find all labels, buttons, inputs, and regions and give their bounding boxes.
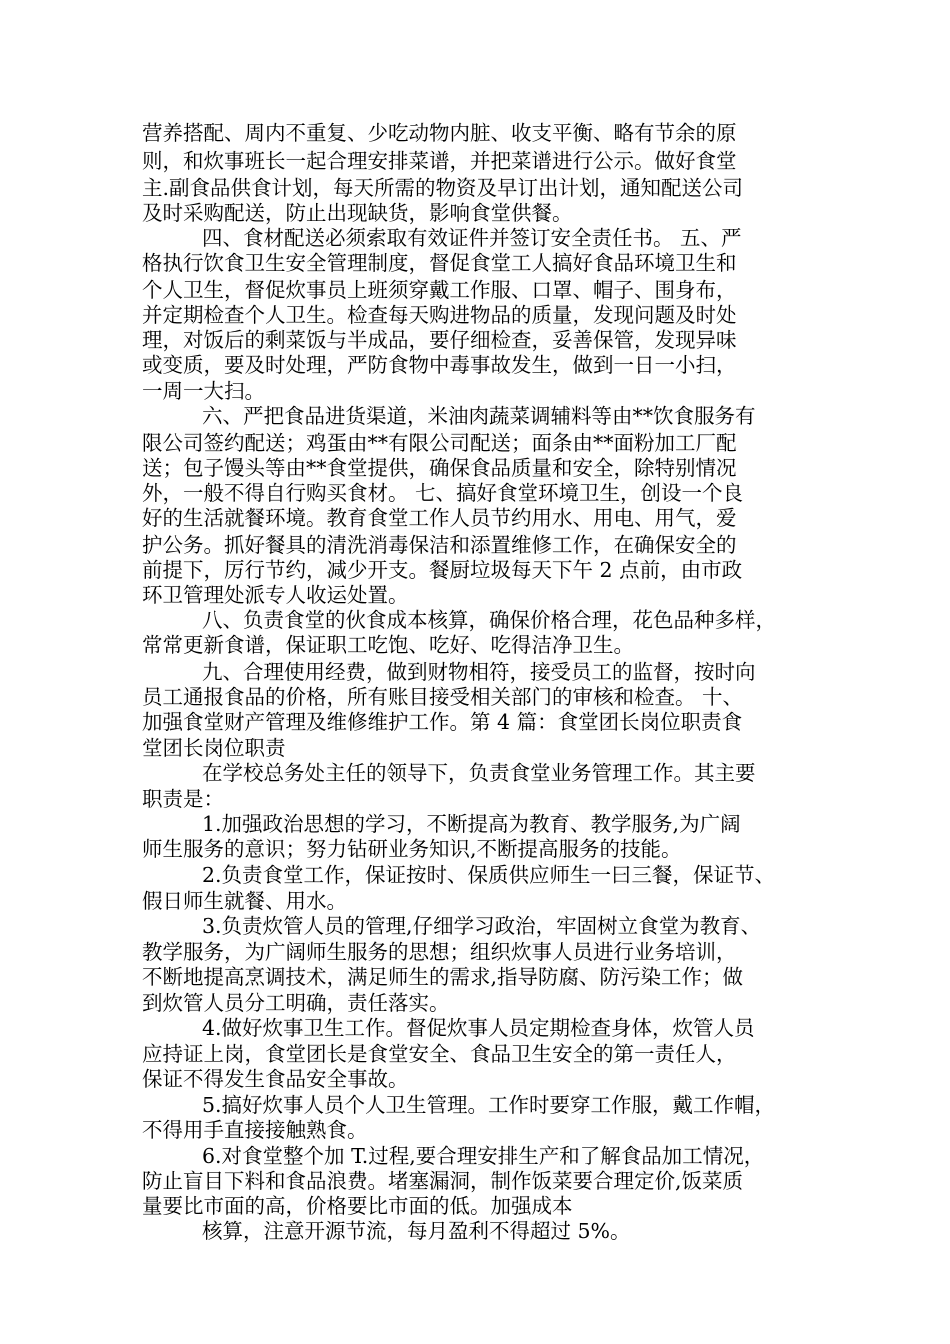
text-line: 或变质，要及时处理，严防食物中毒事故发生，做到一日一小扫，	[142, 353, 737, 377]
text-line: 4.做好炊事卫生工作。督促炊事人员定期检查身体，炊管人员	[202, 1016, 755, 1040]
text-line: 及时采购配送，防止出现缺货，影响食堂供餐。	[142, 201, 573, 225]
text-line: 主.副食品供食计划，每天所需的物资及早订出计划，通知配送公司	[142, 176, 744, 200]
text-line: 2.负责食堂工作，保证按时、保质供应师生一曰三餐，保证节、	[202, 863, 776, 887]
text-line: 堂团长岗位职责	[142, 736, 286, 760]
text-line: 量要比市面的高，价格要比市面的低。加强成本	[142, 1194, 573, 1218]
text-line: 六、严把食品进货渠道，米油肉蔬菜调辅料等由**饮食服务有	[202, 404, 756, 428]
text-line: 九、合理使用经费，做到财物相符，接受员工的监督，按时向	[202, 660, 756, 684]
text-line: 保证不得发生食品安全事故。	[142, 1067, 409, 1091]
text-line: 个人卫生，督促炊事员上班须穿戴工作服、口罩、帽子、围身布，	[142, 278, 737, 302]
text-line: 送；包子馒头等由**食堂提供，确保食品质量和安全，除特别情况	[142, 456, 737, 480]
text-line: 师生服务的意识；努力钻研业务知识,不断提高服务的技能。	[142, 837, 682, 861]
text-line: 加强食堂财产管理及维修维护工作。第 4 篇：食堂团长岗位职责食	[142, 710, 743, 734]
text-line: 防止盲目下料和食品浪费。堵塞漏洞，制作饭菜要合理定价,饭菜质	[142, 1169, 744, 1193]
text-line: 在学校总务处主任的领导下，负责食堂业务管理工作。其主要	[202, 761, 756, 785]
text-line: 则，和炊事班长一起合理安排菜谱，并把菜谱进行公示。做好食堂	[142, 149, 737, 173]
text-line: 护公务。抓好餐具的清洗消毒保洁和添置维修工作，在确保安全的	[142, 533, 737, 557]
text-line: 核算，注意开源节流，每月盈利不得超过 5%。	[202, 1219, 631, 1243]
text-line: 假日师生就餐、用水。	[142, 889, 347, 913]
text-line: 常常更新食谱，保证职工吃饱、吃好、吃得洁净卫生。	[142, 633, 634, 657]
text-line: 不断地提高烹调技术，满足师生的需求,指导防腐、防污染工作；做	[142, 965, 744, 989]
text-line: 员工通报食品的价格，所有账目接受相关部门的审核和检查。 十、	[142, 685, 744, 709]
text-line: 格执行饮食卫生安全管理制度，督促食堂工人搞好食品环境卫生和	[142, 251, 737, 275]
text-line: 职责是：	[142, 787, 224, 811]
text-line: 限公司签约配送；鸡蛋由**有限公司配送；面条由**面粉加工厂配	[142, 431, 737, 455]
text-line: 3.负责炊管人员的管理,仔细学习政治，牢固树立食堂为教育、	[202, 914, 762, 938]
text-line: 并定期检查个人卫生。检查每天购进物品的质量，发现问题及时处	[142, 303, 737, 327]
text-line: 好的生活就餐环境。教育食堂工作人员节约用水、用电、用气，爱	[142, 506, 737, 530]
text-line: 理，对饭后的剩菜饭与半成品，要仔细检查，妥善保管，发现异味	[142, 328, 737, 352]
text-line: 应持证上岗，食堂团长是食堂安全、食品卫生安全的第一责任人，	[142, 1042, 737, 1066]
text-line: 八、负责食堂的伙食成本核算，确保价格合理，花色品种多样，	[202, 608, 776, 632]
text-line: 环卫管理处派专人收运处置。	[142, 583, 409, 607]
text-line: 外，一般不得自行购买食材。 七、搞好食堂环境卫生，创设一个良	[142, 481, 744, 505]
text-line: 1.加强政治思想的学习，不断提高为教育、教学服务,为广阔	[202, 812, 741, 836]
text-line: 5.搞好炊事人员个人卫生管理。工作时要穿工作服，戴工作帽，	[202, 1093, 776, 1117]
text-line: 教学服务，为广阔师生服务的思想；组织炊事人员进行业务培训，	[142, 940, 737, 964]
text-line: 6.对食堂整个加 T.过程,要合理安排生产和了解食品加工情况，	[202, 1144, 765, 1168]
text-line: 一周一大扫。	[142, 379, 265, 403]
text-line: 前提下，厉行节约，减少开支。餐厨垃圾每天下午 2 点前，由市政	[142, 558, 743, 582]
text-line: 四、食材配送必须索取有效证件并签订安全责任书。 五、严	[202, 226, 742, 250]
text-line: 到炊管人员分工明确，责任落实。	[142, 991, 450, 1015]
text-line: 不得用手直接接触熟食。	[142, 1118, 368, 1142]
text-line: 营养搭配、周内不重复、少吃动物内脏、收支平衡、略有节余的原	[142, 121, 737, 145]
